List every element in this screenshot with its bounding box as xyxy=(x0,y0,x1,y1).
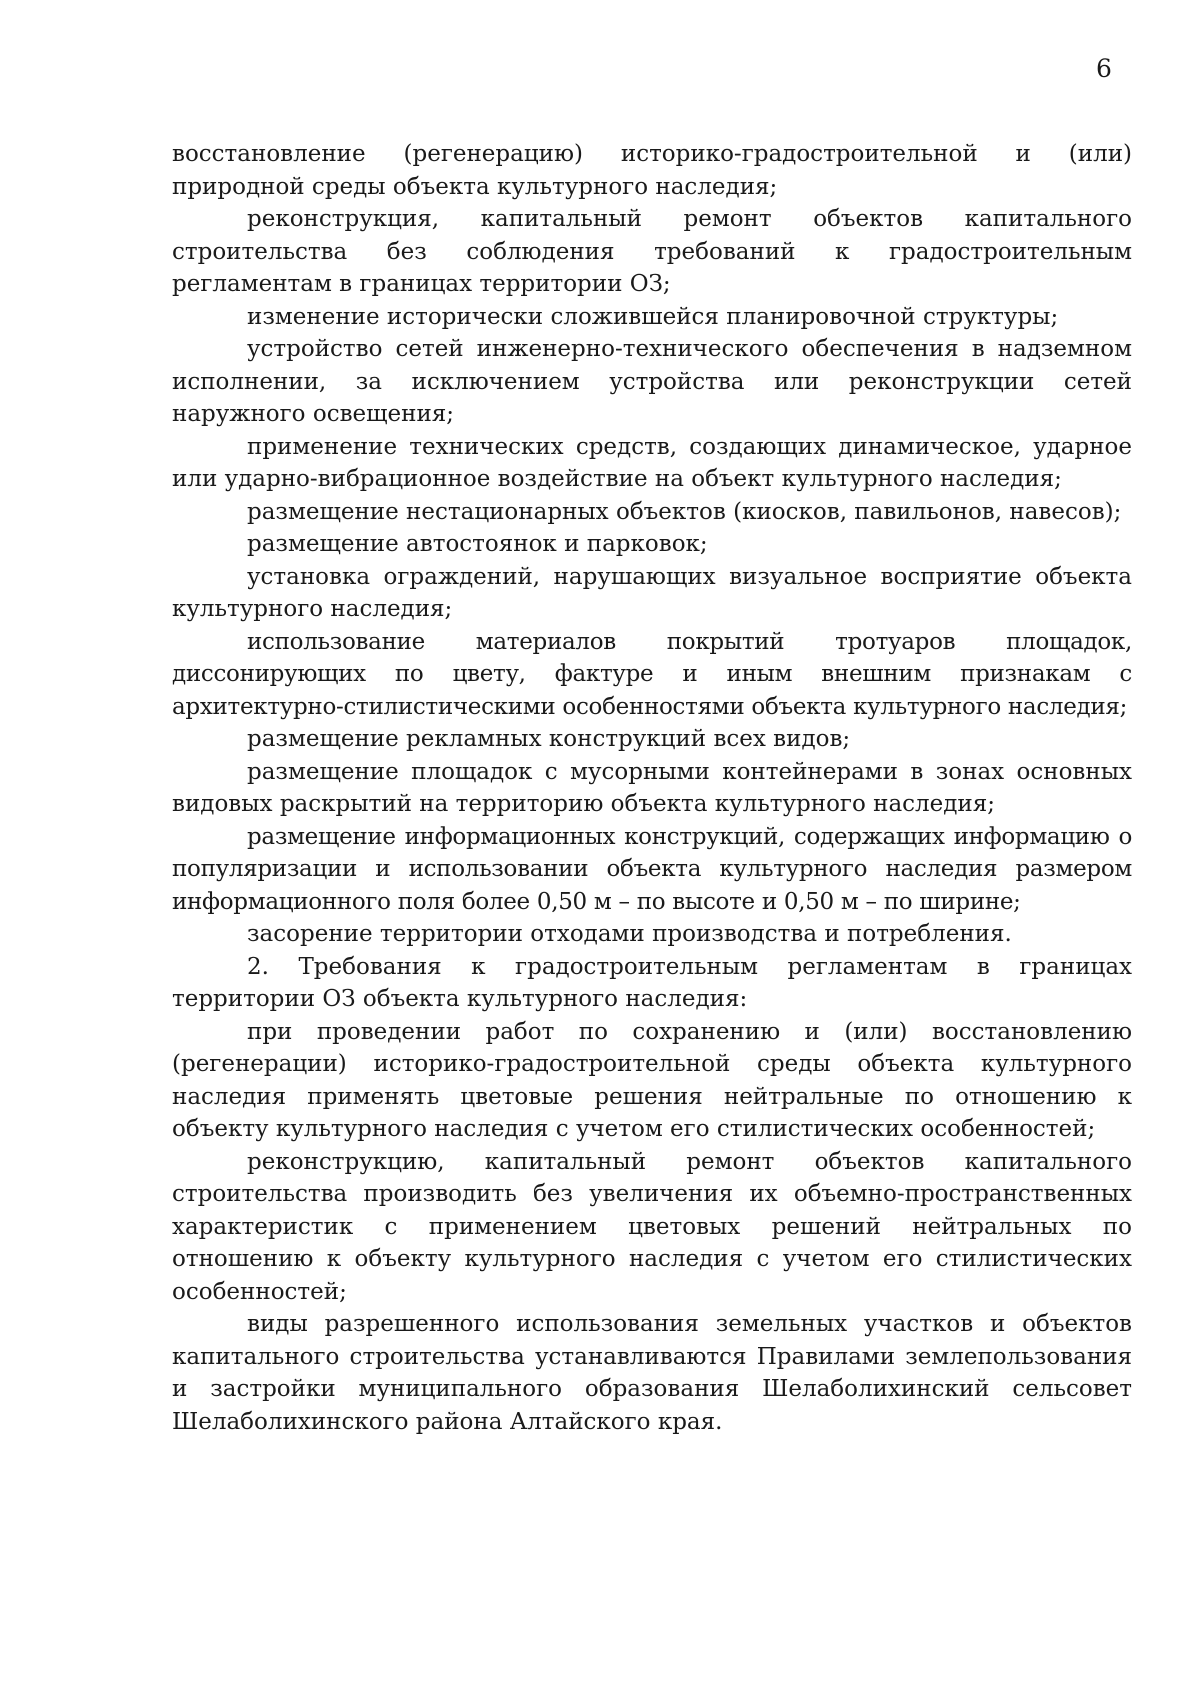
paragraph-non-stationary-objects: размещение нестационарных объектов (киосков, павильонов, навесов); xyxy=(247,498,1122,525)
paragraph-parking: размещение автостоянок и парковок; xyxy=(247,531,708,557)
paragraph-regeneration: восстановление (регенерацию) историко-градостроительной и (или) природной среды объекта культурного наследия; xyxy=(172,141,1132,200)
paragraph-technical-means: применение технических средств, создающих динамическое, ударное или ударно-вибрационное воздействие на объект культурного наследия; xyxy=(172,433,1132,492)
paragraph-pavement-materials: использование материалов покрытий тротуаров площадок, диссонирующих по цвету, фактуре и иным внешним признакам с архитектурно-стилистическими особенностями объекта культурного наследия; xyxy=(172,628,1132,720)
paragraph-information-structures: размещение информационных конструкций, содержащих информацию о популяризации и использовании объекта культурного наследия размером информационного поля более 0,50 м – по высоте и 0,50 м – по ширине; xyxy=(172,823,1132,915)
paragraph-reconstruction: реконструкция, капитальный ремонт объектов капитального строительства без соблюдения требований к градостроительным регламентам в границах территории ОЗ; xyxy=(172,206,1132,297)
document-body xyxy=(172,138,1132,1438)
paragraph-waste-containers: размещение площадок с мусорными контейнерами в зонах основных видовых раскрытий на территорию объекта культурного наследия; xyxy=(172,758,1132,817)
paragraph-advertising: размещение рекламных конструкций всех видов; xyxy=(247,726,851,752)
paragraph-planning-structure: изменение исторически сложившейся планировочной структуры; xyxy=(247,303,1059,330)
paragraph-color-solutions: при проведении работ по сохранению и (или) восстановлению (регенерации) историко-градостроительной среды объекта культурного наследия применять цветовые решения нейтральные по отношению к объекту культурного наследия с учетом его стилистических особенностей; xyxy=(172,1018,1132,1142)
paragraph-engineering-networks: устройство сетей инженерно-технического обеспечения в надземном исполнении, за исключением устройства или реконструкции сетей наружного освещения; xyxy=(172,336,1132,427)
paragraph-permitted-use: виды разрешенного использования земельных участков и объектов капитального строительства устанавливаются Правилами землепользования и застройки муниципального образования Шелаболихинский сельсовет Шелаболихинского района Алтайского края. xyxy=(172,1311,1132,1435)
paragraph-fences: установка ограждений, нарушающих визуальное восприятие объекта культурного наследия; xyxy=(172,563,1132,622)
paragraph-littering: засорение территории отходами производства и потребления. xyxy=(247,921,1012,947)
paragraph-reconstruction-requirements: реконструкцию, капитальный ремонт объектов капитального строительства производить без увеличения их объемно-пространственных характеристик с применением цветовых решений нейтральных по отношению к объекту культурного наследия с учетом его стилистических особенностей; xyxy=(172,1148,1132,1305)
page-number: 6 xyxy=(1096,54,1112,83)
paragraph-section-2-heading: 2. Требования к градостроительным регламентам в границах территории ОЗ объекта культурного наследия: xyxy=(172,953,1132,1012)
